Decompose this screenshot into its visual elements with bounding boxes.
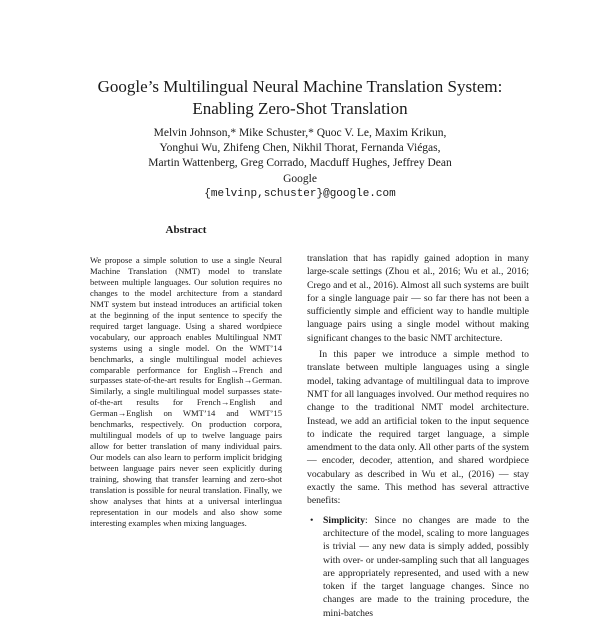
email: {melvinp,schuster}@google.com [204, 187, 396, 200]
abstract-heading: Abstract [165, 224, 207, 236]
bullet-text: : Since no changes are made to the architecture of the model, scaling to more languages is trivial — any new data is simply added, possibly with over- or under-sampling such that all languages are appropriately represented, and used with a new token if the target language changes. Since no changes are made to the training procedure, the mini-batches [323, 514, 529, 619]
paper-title [0, 76, 600, 120]
author-line-3: Martin Wattenberg, Greg Corrado, Macduff Hughes, Jeffrey Dean [148, 157, 452, 170]
bullet-icon: • [310, 514, 314, 526]
title-line-1: Google’s Multilingual Neural Machine Translation System: [97, 77, 503, 96]
author-line-2: Yonghui Wu, Zhifeng Chen, Nikhil Thorat, Fernanda Viégas, [159, 142, 441, 155]
author-line-1: Melvin Johnson,* Mike Schuster,* Quoc V. Le, Maxim Krikun, [153, 127, 447, 139]
author-block [0, 126, 600, 202]
abstract-text: We propose a simple solution to use a single Neural Machine Translation (NMT) model to translate between multiple languages. Our solution requires no changes to the model architecture from a standard NMT system but instead introduces an artificial token at the beginning of the input sentence to specify the required target language. Using a shared wordpiece vocabulary, our approach enables Multilingual NMT systems using a single model. On the WMT’14 benchmarks, a single multilingual model achieves comparable performance for English→French and surpasses state-of-the-art results for English→German. Similarly, a single multilingual model surpasses state-of-the-art results for French→English and German→English on WMT’14 and WMT’15 benchmarks, respectively. On production corpora, multilingual models of up to twelve language pairs allow for better translation of many individual pairs. Our models can also learn to perform implicit bridging between language pairs never seen explicitly during training, showing that transfer learning and zero-shot translation is possible for neural translation. Finally, we show analyses that hints at a universal interlingua representation in our models and also show some interesting examples when mixing languages. [90, 255, 282, 528]
title-line-2: Enabling Zero-Shot Translation [192, 99, 408, 118]
body-paragraph-2: In this paper we introduce a simple method to translate between multiple languages using a single model, taking advantage of multilingual data to improve NMT for all languages involved. Our method requires no change to the traditional NMT model architecture. Instead, we add an artificial token to the input sequence to indicate the required target language, a simple amendment to the data only. All other parts of the system — encoder, decoder, attention, and shared wordpiece vocabulary as described in Wu et al., (2016) — stay exactly the same. This method has several attractive benefits: [307, 349, 529, 507]
bullet-simplicity [307, 514, 529, 620]
abstract-column [90, 255, 282, 529]
affiliation: Google [283, 172, 317, 185]
body-column [307, 252, 529, 620]
body-paragraph-1: translation that has rapidly gained adoption in many large-scale settings (Zhou et al., 2016; Wu et al., 2016; Crego and et al., 2016). Almost all such systems are built for a single language pair — so far there has not been a sufficiently simple and efficient way to handle multiple language pairs using a single model without making significant changes to the basic NMT architecture. [307, 253, 529, 344]
bullet-term: Simplicity [323, 514, 365, 526]
